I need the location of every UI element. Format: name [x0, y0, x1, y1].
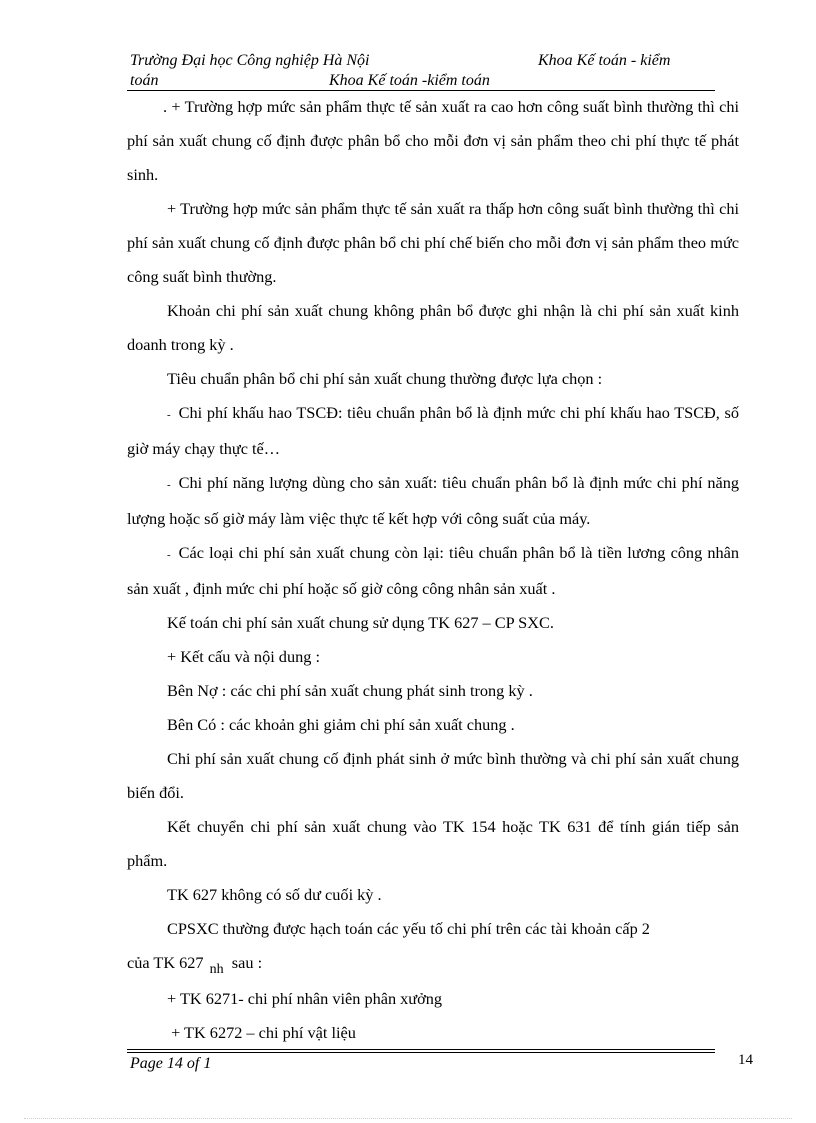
- bullet-item: [127, 536, 739, 606]
- paragraph: TK 627 không có số dư cuối kỳ .: [167, 885, 382, 904]
- dash-bullet: -: [167, 549, 171, 561]
- footer-rule: [127, 1049, 715, 1050]
- bullet-item: [127, 466, 739, 536]
- bullet-text: Chi phí năng lượng dùng cho sản xuất: tiêu chuẩn phân bổ là định mức chi phí năng lượng hoặc số giờ máy làm việc thực tế kết hợp với công suất của máy.: [127, 473, 739, 528]
- header-faculty-right: Khoa Kế toán - kiểm: [538, 52, 671, 69]
- header-faculty-center: Khoa Kế toán -kiểm toán: [329, 72, 490, 89]
- bullet-text: Các loại chi phí sản xuất chung còn lại: tiêu chuẩn phân bổ là tiền lương công nhân sản xuất , định mức chi phí hoặc số giờ công công nhân sản xuất .: [127, 543, 739, 598]
- bullet-item: [127, 396, 739, 466]
- paragraph: Kết chuyển chi phí sản xuất chung vào TK 154 hoặc TK 631 để tính gián tiếp sản phẩm.: [127, 817, 739, 870]
- paragraph: . + Trường hợp mức sản phẩm thực tế sản xuất ra cao hơn công suất bình thường thì chi phí sản xuất chung cố định được phân bổ cho mỗi đơn vị sản phẩm theo chi phí thực tế phát sinh.: [127, 97, 739, 184]
- subscript-fragment: nh: [209, 962, 224, 977]
- text-run: sau :: [231, 953, 263, 972]
- dash-bullet: -: [167, 479, 171, 491]
- paragraph: Bên Có : các khoản ghi giảm chi phí sản xuất chung .: [167, 715, 515, 734]
- paragraph: + Trường hợp mức sản phẩm thực tế sản xuất ra thấp hơn công suất bình thường thì chi phí sản xuất chung cố định được phân bổ chi phí chế biến cho mỗi đơn vị sản phẩm theo mức công suất bình thường.: [127, 199, 739, 286]
- paragraph: CPSXC thường được hạch toán các yếu tố chi phí trên các tài khoản cấp 2: [167, 919, 650, 938]
- paragraph: + Kết cấu và nội dung :: [167, 647, 320, 666]
- paragraph: Kế toán chi phí sản xuất chung sử dụng TK 627 – CP SXC.: [167, 613, 554, 632]
- paragraph: Bên Nợ : các chi phí sản xuất chung phát sinh trong kỳ .: [167, 681, 533, 700]
- footer-rule-double: [127, 1052, 715, 1053]
- footer-page-label: Page 14 of 1: [130, 1055, 212, 1072]
- paragraph: [127, 946, 739, 982]
- header-wrap: toán: [130, 72, 159, 89]
- dash-bullet: -: [167, 409, 171, 421]
- body-text: [127, 90, 739, 1050]
- bullet-text: Chi phí khấu hao TSCĐ: tiêu chuẩn phân bổ là định mức chi phí khấu hao TSCĐ, số giờ máy chạy thực tế…: [127, 403, 739, 458]
- footer-page-number: 14: [738, 1052, 753, 1068]
- paragraph: Khoản chi phí sản xuất chung không phân bổ được ghi nhận là chi phí sản xuất kinh doanh trong kỳ .: [127, 301, 739, 354]
- text-run: của TK 627: [127, 953, 204, 972]
- paragraph: Tiêu chuẩn phân bổ chi phí sản xuất chung thường được lựa chọn :: [167, 369, 603, 388]
- page-edge: [24, 1118, 792, 1119]
- paragraph: Chi phí sản xuất chung cố định phát sinh ở mức bình thường và chi phí sản xuất chung biến đổi.: [127, 749, 739, 802]
- header-school: Trường Đại học Công nghiệp Hà Nội: [130, 52, 370, 69]
- paragraph: + TK 6271- chi phí nhân viên phân xưởng: [167, 989, 443, 1008]
- paragraph: + TK 6272 – chi phí vật liệu: [167, 1023, 356, 1042]
